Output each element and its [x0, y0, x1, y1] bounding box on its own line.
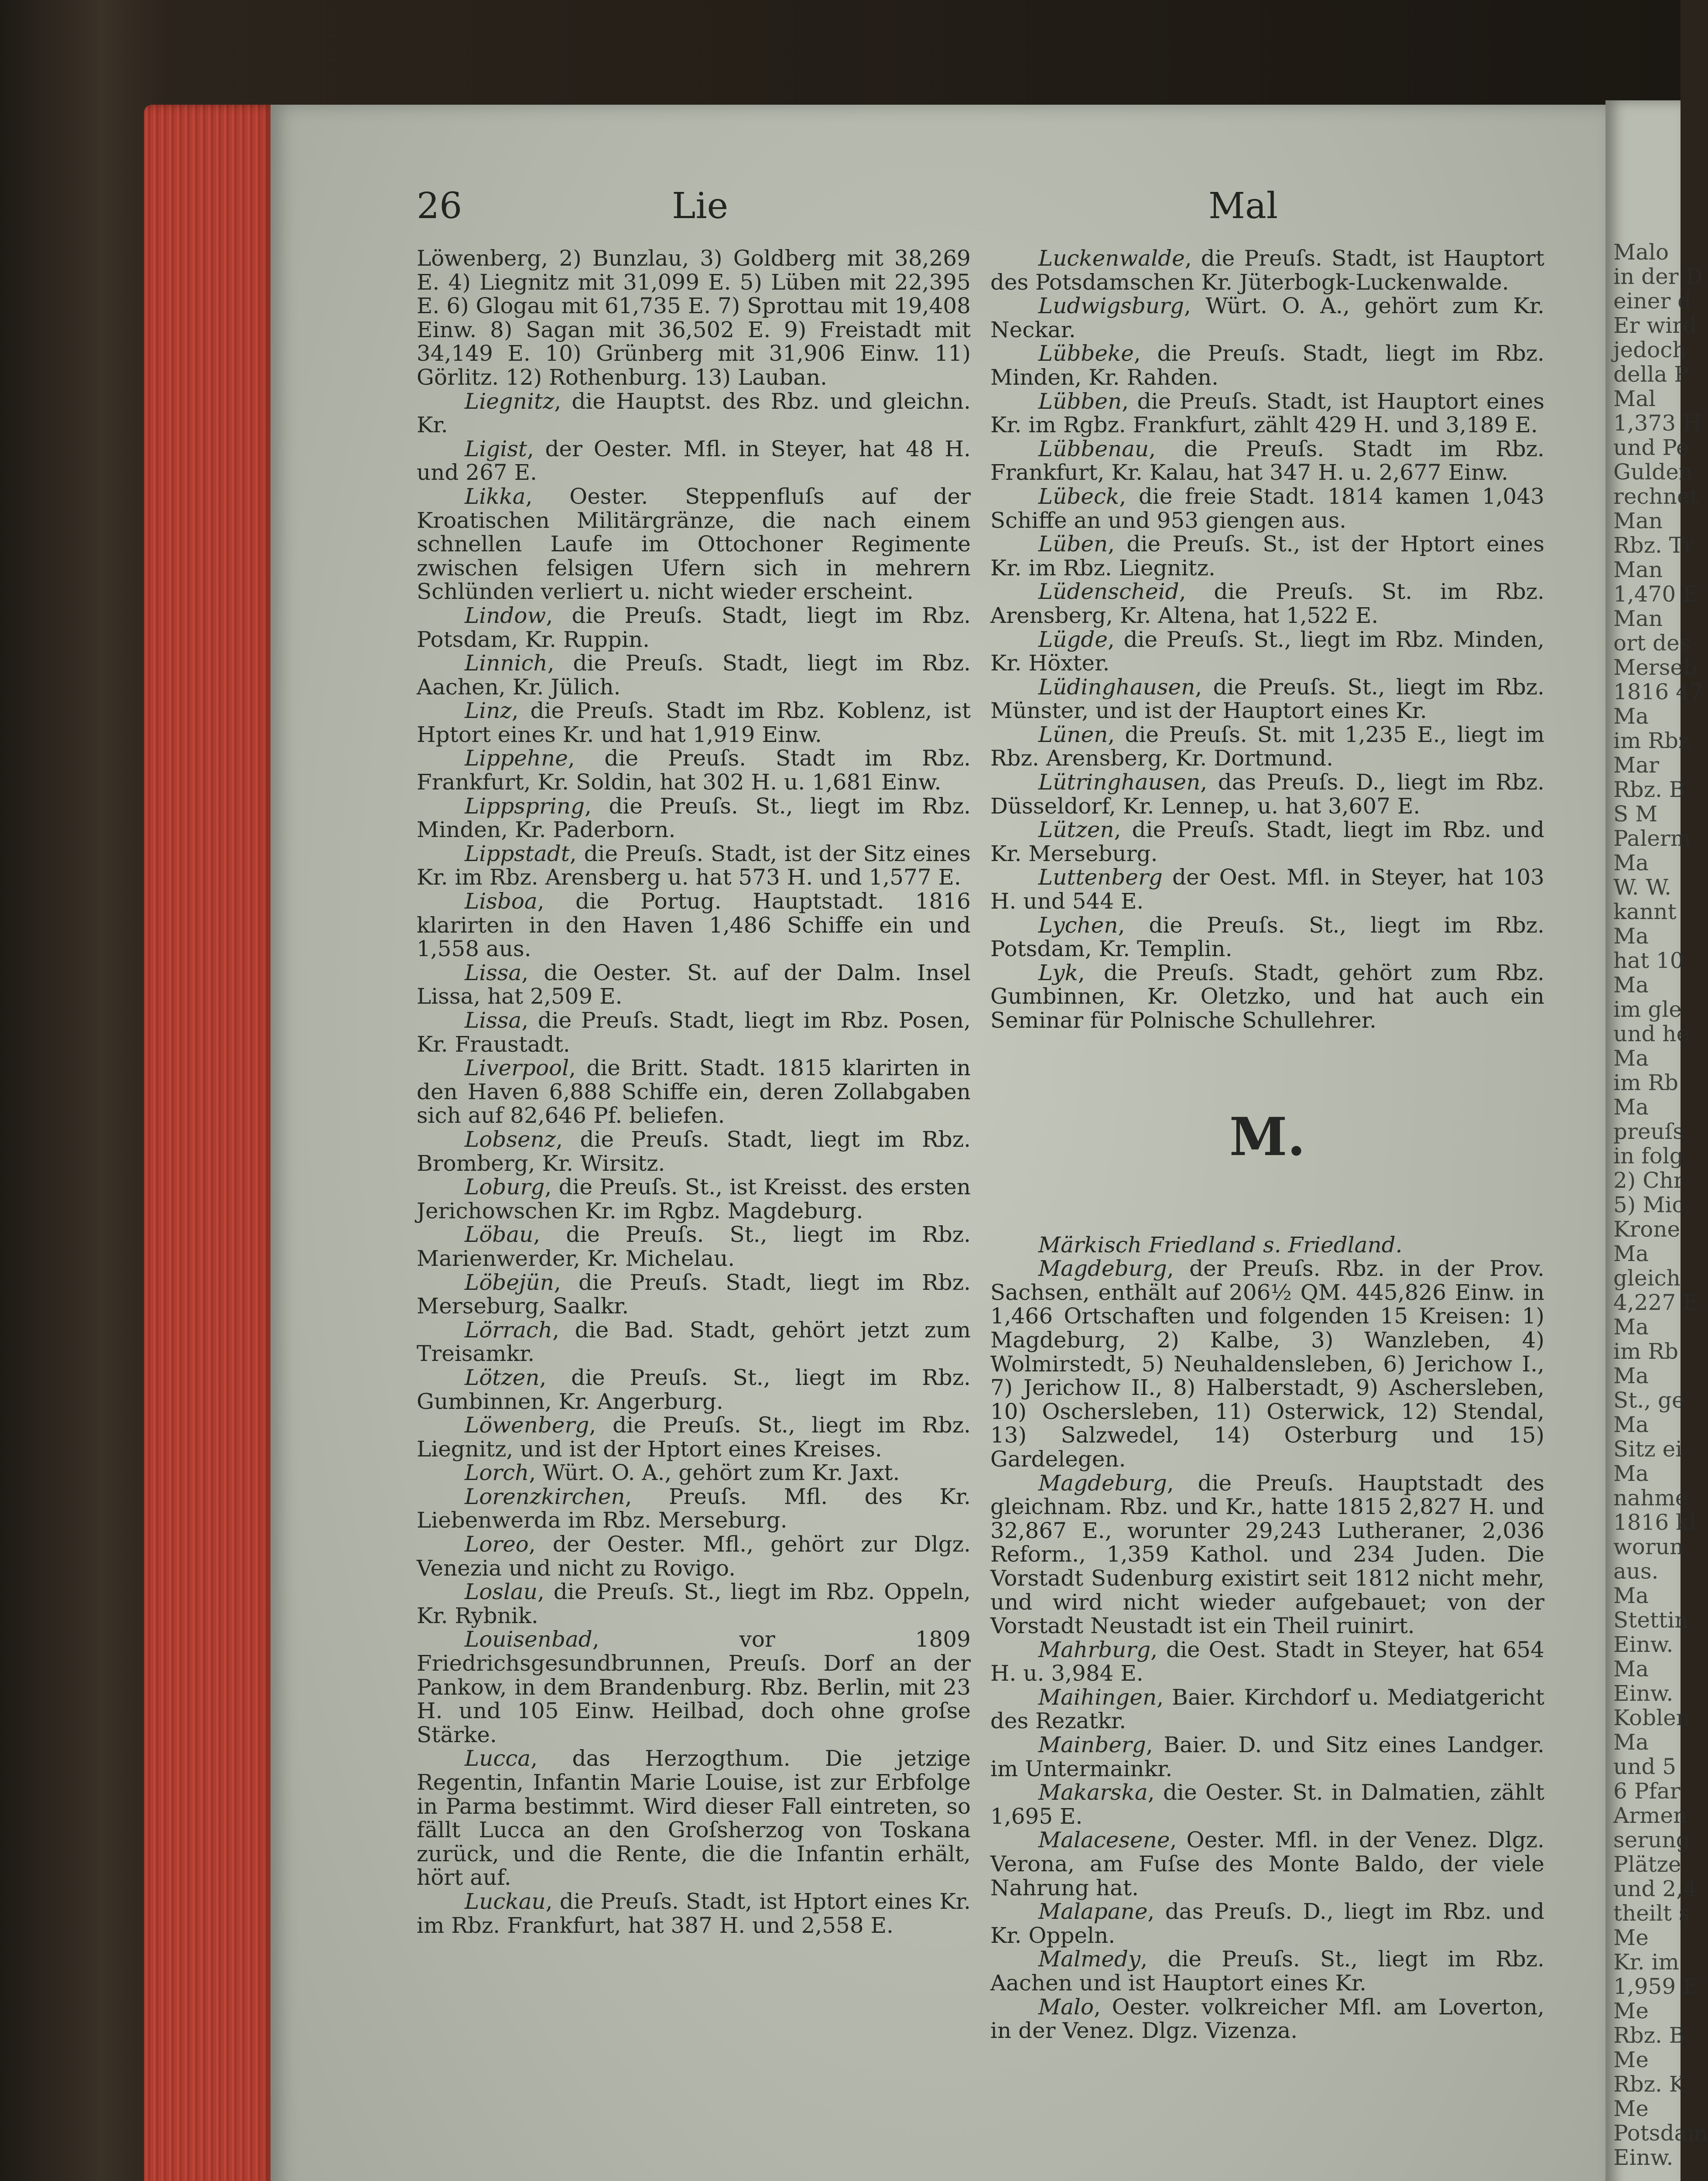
- entry-text: , die Preuſs. St., liegt im Rbz. Minden, Kr. Höxter.: [990, 626, 1544, 676]
- entry-headword: Lübeck: [1038, 483, 1119, 509]
- dictionary-entry: [417, 1271, 971, 1318]
- dictionary-entry: [990, 1471, 1544, 1638]
- right-column-l-entries: [990, 246, 1544, 1032]
- entry-text: , die Britt. Stadt. 1815 klarirten in den Haven 6,888 Schiffe ein, deren Zollabgaben sich auf 82,646 Pf. beliefen.: [417, 1055, 971, 1128]
- entry-text: , die Oest. Stadt in Steyer, hat 654 H. u. 3,984 E.: [990, 1637, 1544, 1686]
- dictionary-entry: [417, 651, 971, 699]
- entry-text: , Baier. Kirchdorf u. Mediatgericht des Rezatkr.: [990, 1684, 1544, 1734]
- entry-text: , vor 1809 Friedrichsgesundbrunnen, Preuſs. Dorf an der Pankow, in dem Brandenburg. Rbz. Berlin, mit 23 H. und 105 Einw. Heilbad, doch ohne groſse Stärke.: [417, 1627, 971, 1747]
- entry-text: , Preuſs. Mfl. des Kr. Liebenwerda im Rbz. Merseburg.: [417, 1484, 971, 1533]
- entry-text: , die Preuſs. St., liegt im Rbz. Gumbinnen, Kr. Angerburg.: [417, 1364, 971, 1414]
- dictionary-entry: [417, 437, 971, 485]
- entry-text: , die Preuſs. Stadt, ist Hauptort eines Kr. im Rgbz. Frankfurt, zählt 429 H. und 3,189 E.: [990, 388, 1544, 438]
- dictionary-entry: [990, 485, 1544, 532]
- entry-text: , die Preuſs. St., ist Kreisst. des ersten Jerichowschen Kr. im Rgbz. Magdeburg.: [417, 1174, 971, 1224]
- entry-headword: Lindow: [465, 602, 546, 628]
- dictionary-entry: [990, 961, 1544, 1032]
- dictionary-entry: [417, 1318, 971, 1366]
- entry-headword: Lyk: [1038, 960, 1078, 985]
- entry-headword: Lippstadt: [465, 841, 570, 866]
- dictionary-entry: [417, 1890, 971, 1937]
- entry-text: , der Preuſs. Rbz. in der Prov. Sachsen, enthält auf 206½ QM. 445,826 Einw. in 1,466 Ortschaften und folgenden 15 Kreisen: 1) Magdeburg, 2) Kalbe, 3) Wanzleben, 4) Wolmirstedt, 5) Neuhaldensleben, 6) Jerichow I., 7) Jerichow II., 8) Halberstadt, 9) Aschersleben, 10) Oschersleben, 11) Osterwick, 12) Stendal, 13) Salzwedel, 14) Osterburg und 15) Gardelegen.: [990, 1256, 1544, 1472]
- entry-headword: Löwenberg: [465, 1412, 589, 1438]
- entry-headword: Löbau: [465, 1222, 534, 1248]
- dictionary-entry: [417, 1366, 971, 1413]
- entry-text: , die Preuſs. Stadt, liegt im Rbz. Merseburg, Saalkr.: [417, 1269, 971, 1319]
- entry-text: , die freie Stadt. 1814 kamen 1,043 Schiffe an und 953 giengen aus.: [990, 483, 1544, 533]
- entry-text: , die Portug. Hauptstadt. 1816 klarirten in den Haven 1,486 Schiffe ein und 1,558 aus.: [417, 889, 971, 962]
- entry-text: , die Preuſs. St., liegt im Rbz. Liegnitz, und ist der Hptort eines Kreises.: [417, 1412, 971, 1462]
- header-left-keyword: Lie: [672, 185, 729, 227]
- entry-headword: Luckenwalde: [1038, 246, 1185, 271]
- entry-text: , die Preuſs. St., liegt im Rbz. Potsdam, Kr. Templin.: [990, 912, 1544, 962]
- entry-headword: Lötzen: [465, 1364, 540, 1390]
- dictionary-entry: [990, 913, 1544, 961]
- book-page-edges: [144, 105, 275, 2181]
- entry-text: , Oester. Mfl. in der Venez. Dlgz. Verona, am Fuſse des Monte Baldo, der viele Nahrung hat.: [990, 1827, 1544, 1901]
- entry-text: , die Preuſs. Hauptstadt des gleichnam. Rbz. und Kr., hatte 1815 2,827 H. und 32,867 E., worunter 29,243 Lutheraner, 2,036 Reform., 1,359 Kathol. und 234 Juden. Die Vorstadt Sudenburg existirt seit 1812 nicht mehr, und wird nicht wieder aufgebauet; von der Vorstadt Neustadt ist ein Theil ruinirt.: [990, 1470, 1544, 1639]
- dictionary-entry: [990, 294, 1544, 342]
- entry-headword: Loreo: [465, 1531, 529, 1557]
- entry-headword: Lübbenau: [1038, 436, 1149, 461]
- entry-headword: Lorenzkirchen: [465, 1484, 625, 1509]
- entry-text: , die Bad. Stadt, gehört jetzt zum Treisamkr.: [417, 1317, 971, 1367]
- dictionary-entry: [417, 1627, 971, 1747]
- dictionary-entry: [417, 699, 971, 746]
- entry-headword: Magdeburg: [1038, 1256, 1167, 1282]
- dictionary-entry: [990, 532, 1544, 580]
- entry-text: , Oester. volkreicher Mfl. am Loverton, in der Venez. Dlgz. Vizenza.: [990, 1994, 1544, 2044]
- entry-text: , der Oester. Mfl., gehört zur Dlgz. Venezia und nicht zu Rovigo.: [417, 1531, 971, 1581]
- entry-text: , die Preuſs. St., ist der Hptort eines Kr. im Rbz. Liegnitz.: [990, 531, 1544, 581]
- dictionary-entry: [417, 485, 971, 604]
- dictionary-entry: [417, 1008, 971, 1056]
- entry-headword: Mahrburg: [1038, 1637, 1151, 1662]
- entry-text: , die Preuſs. St. im Rbz. Arensberg, Kr. Altena, hat 1,522 E.: [990, 579, 1544, 628]
- dictionary-entry: [990, 1733, 1544, 1781]
- dictionary-entry: [417, 1128, 971, 1175]
- entry-headword: Lissa: [465, 960, 522, 985]
- entry-headword: Mainberg: [1038, 1732, 1146, 1758]
- entry-text: , die Preuſs. Stadt, liegt im Rbz. und Kr. Merseburg.: [990, 817, 1544, 866]
- entry-text: , die Preuſs. Stadt, ist Hptort eines Kr. im Rbz. Frankfurt, hat 387 H. und 2,558 E.: [417, 1888, 971, 1938]
- dictionary-entry: [990, 1638, 1544, 1685]
- entry-text: , die Preuſs. Stadt, liegt im Rbz. Aachen, Kr. Jülich.: [417, 650, 971, 700]
- entry-headword: Luttenberg: [1038, 865, 1163, 890]
- entry-text: , die Oester. St. in Dalmatien, zählt 1,695 E.: [990, 1780, 1544, 1829]
- entry-text: , die Preuſs. St., liegt im Rbz. Oppeln, Kr. Rybnik.: [417, 1579, 971, 1628]
- entry-text: , die Hauptst. des Rbz. und gleichn. Kr.: [417, 388, 971, 438]
- dictionary-entry: [417, 1580, 971, 1627]
- book-page: [270, 105, 1605, 2181]
- running-header: [270, 185, 1605, 229]
- entry-headword: Lisboa: [465, 889, 537, 914]
- entry-headword: Lünen: [1038, 721, 1108, 747]
- entry-text: , die Preuſs. St., liegt im Rbz. Münster, und ist der Hauptort eines Kr.: [990, 674, 1544, 724]
- entry-headword: Liverpool: [465, 1055, 569, 1081]
- dictionary-entry: [417, 961, 971, 1008]
- entry-text: , die Preuſs. Stadt, gehört zum Rbz. Gumbinnen, Kr. Oletzko, und hat auch ein Seminar für Polnische Schullehrer.: [990, 960, 1544, 1033]
- entry-headword: Lügde: [1038, 626, 1108, 652]
- entry-text: , die Preuſs. Stadt, liegt im Rbz. Posen, Kr. Fraustadt.: [417, 1008, 971, 1057]
- entry-text: , die Preuſs. St., liegt im Rbz. Minden, Kr. Paderborn.: [417, 793, 971, 843]
- dictionary-entry: [990, 390, 1544, 437]
- dictionary-entry: [417, 1413, 971, 1461]
- dictionary-entry: [990, 628, 1544, 675]
- right-column-m-entries: [990, 1233, 1544, 2043]
- entry-headword: Lobsenz: [465, 1126, 556, 1152]
- entry-text: , das Preuſs. D., liegt im Rbz. Düsseldorf, Kr. Lennep, u. hat 3,607 E.: [990, 769, 1544, 819]
- entry-headword: Lüben: [1038, 531, 1108, 557]
- entry-headword: Maihingen: [1038, 1684, 1157, 1710]
- entry-headword: Lützen: [1038, 817, 1114, 843]
- entry-text: , die Preuſs. St., liegt im Rbz. Marienwerder, Kr. Michelau.: [417, 1222, 971, 1271]
- entry-text: , die Preuſs. Stadt, ist Hauptort des Potsdamschen Kr. Jüterbogk-Luckenwalde.: [990, 246, 1544, 295]
- dictionary-entry: [990, 342, 1544, 389]
- entry-text: , die Preuſs. St. mit 1,235 E., liegt im Rbz. Arensberg, Kr. Dortmund.: [990, 721, 1544, 771]
- dictionary-entry: [417, 246, 971, 390]
- dictionary-entry: [990, 1257, 1544, 1471]
- dictionary-entry: [417, 1223, 971, 1270]
- page-number: 26: [417, 185, 462, 227]
- entry-text: , die Preuſs. Stadt, ist der Sitz eines Kr. im Rbz. Arensberg u. hat 573 H. und 1,577 E.: [417, 841, 971, 890]
- entry-text: Löwenberg, 2) Bunzlau, 3) Goldberg mit 38,269 E. 4) Liegnitz mit 31,099 E. 5) Lüben mit 22,395 E. 6) Glogau mit 61,735 E. 7) Sprottau mit 19,408 Einw. 8) Sagan mit 36,502 E. 9) Freistadt mit 34,149 E. 10) Grünberg mit 31,906 Einw. 11) Görlitz. 12) Rothenburg. 13) Lauban.: [417, 246, 971, 390]
- entry-headword: Louisenbad: [465, 1627, 592, 1652]
- entry-headword: Lörrach: [465, 1317, 553, 1343]
- dictionary-entry: [990, 675, 1544, 723]
- dictionary-entry: [990, 246, 1544, 294]
- dictionary-entry: [417, 1747, 971, 1890]
- entry-text: , die Preuſs. Stadt, liegt im Rbz. Minden, Kr. Rahden.: [990, 341, 1544, 390]
- entry-headword: Luckau: [465, 1888, 546, 1914]
- dictionary-entry: [990, 1995, 1544, 2043]
- left-column: [417, 246, 971, 1937]
- entry-text: , Oester. Steppenfluſs auf der Kroatischen Militärgränze, die nach einem schnellen Laufe im Ottochoner Regimente zwischen felsigen Ufern sich in mehrern Schlünden verliert u. nicht wieder erscheint.: [417, 483, 971, 605]
- entry-text: , die Preuſs. Stadt im Rbz. Frankfurt, Kr. Soldin, hat 302 H. u. 1,681 Einw.: [417, 745, 971, 795]
- entry-text: , die Preuſs. Stadt, liegt im Rbz. Potsdam, Kr. Ruppin.: [417, 602, 971, 652]
- dictionary-entry: [990, 580, 1544, 627]
- entry-text: , die Preuſs. Stadt im Rbz. Koblenz, ist Hptort eines Kr. und hat 1,919 Einw.: [417, 698, 971, 747]
- dictionary-entry: [417, 1175, 971, 1223]
- entry-headword: Ludwigsburg: [1038, 293, 1184, 319]
- dictionary-entry: [990, 1685, 1544, 1733]
- entry-headword: Malmedy: [1038, 1946, 1141, 1972]
- dictionary-entry: [417, 842, 971, 889]
- entry-headword: Lippehne: [465, 745, 568, 771]
- entry-text: , der Oester. Mfl. in Steyer, hat 48 H. und 267 E.: [417, 436, 971, 485]
- entry-headword: Magdeburg: [1038, 1470, 1167, 1496]
- entry-headword: Likka: [465, 483, 526, 509]
- dictionary-entry: [417, 1056, 971, 1128]
- entry-headword: Lissa: [465, 1008, 522, 1033]
- dictionary-entry: [417, 1532, 971, 1580]
- entry-text: , Baier. D. und Sitz eines Landger. im Untermainkr.: [990, 1732, 1544, 1781]
- entry-text: , das Herzogthum. Die jetzige Regentin, Infantin Marie Louise, ist zur Erbfolge in Parma bestimmt. Wird dieser Fall eintreten, so fällt Lucca an den Groſsherzog von Toskana zurück, und die Rente, die die Infantin erhält, hört auf.: [417, 1746, 971, 1890]
- dictionary-entry: [990, 770, 1544, 818]
- header-right-keyword: Mal: [1208, 185, 1278, 227]
- entry-headword: Makarska: [1038, 1780, 1148, 1805]
- entry-headword: Lüdenscheid: [1038, 579, 1179, 605]
- entry-text: , die Preuſs. St., liegt im Rbz. Aachen und ist Hauptort eines Kr.: [990, 1946, 1544, 1996]
- entry-text: , das Preuſs. D., liegt im Rbz. und Kr. Oppeln.: [990, 1899, 1544, 1948]
- right-column: [990, 246, 1544, 2043]
- entry-headword: Liegnitz: [465, 388, 555, 414]
- entry-headword: Malacesene: [1038, 1827, 1170, 1853]
- next-page-text: Malo in der D einer d Er wird jedoch della P Mal 1,373 H und Pe Gulden rechnet Man Rbz. Tr Man 1,470 E Man ort des Merseb 1816 47 Ma im Rbz Mar Rbz. B S M Palerm Ma W. W. kannt Ma hat 10 Ma im gle und he Ma im Rb Ma preuſs in folg 2) Chr 5) Mic Krone Ma gleich 4,227 E Ma im Rb Ma St., ge Ma Sitz ei Ma nahme 1816 kl worun aus. Ma Stettin Einw. Ma Einw. Koblen Ma und 5 6 Pfar Armen serung Plätze und 2,4 theilt s Me Kr. im 1,959 E Me Rbz. B Me Rbz. K Me Potsdam Einw.: [1613, 239, 1708, 2170]
- dictionary-entry: [417, 889, 971, 961]
- dictionary-entry: [417, 1461, 971, 1485]
- dictionary-entry: [990, 818, 1544, 865]
- entry-headword: Malo: [1038, 1994, 1094, 2020]
- next-page-fragment: [1605, 100, 1708, 2181]
- dictionary-entry: [990, 1781, 1544, 1828]
- entry-headword: Ligist: [465, 436, 527, 461]
- dictionary-entry: [417, 746, 971, 794]
- entry-headword: Loburg: [465, 1174, 545, 1200]
- entry-headword: Lübben: [1038, 388, 1122, 414]
- section-letter: M.: [1229, 1106, 1306, 1168]
- entry-headword: Lorch: [465, 1460, 529, 1486]
- dictionary-entry: [417, 604, 971, 651]
- entry-headword: Malapane: [1038, 1899, 1148, 1925]
- entry-headword: Linz: [465, 698, 512, 724]
- entry-headword: Loslau: [465, 1579, 537, 1605]
- entry-headword: Lüdinghausen: [1038, 674, 1195, 700]
- dictionary-entry: [990, 1947, 1544, 1995]
- dictionary-entry: [990, 865, 1544, 913]
- entry-text: , Würt. O. A., gehört zum Kr. Jaxt.: [529, 1460, 900, 1486]
- dictionary-entry: [417, 794, 971, 842]
- entry-text: , die Preuſs. Stadt im Rbz. Frankfurt, Kr. Kalau, hat 347 H. u. 2,677 Einw.: [990, 436, 1544, 485]
- entry-headword: Lübbeke: [1038, 341, 1134, 366]
- dictionary-entry: [990, 1828, 1544, 1900]
- dictionary-entry: [417, 390, 971, 437]
- dictionary-entry: [990, 723, 1544, 770]
- entry-headword: Linnich: [465, 650, 548, 676]
- entry-text: , die Oester. St. auf der Dalm. Insel Lissa, hat 2,509 E.: [417, 960, 971, 1009]
- dictionary-entry: [417, 1485, 971, 1532]
- entry-headword: Lippspring: [465, 793, 585, 819]
- entry-text: , die Preuſs. Stadt, liegt im Rbz. Bromberg, Kr. Wirsitz.: [417, 1126, 971, 1176]
- entry-headword: Löbejün: [465, 1269, 554, 1295]
- dictionary-entry: [990, 1233, 1544, 1257]
- dictionary-entry: [990, 1900, 1544, 1947]
- dictionary-entry: [990, 437, 1544, 485]
- entry-headword: Lütringhausen: [1038, 769, 1201, 795]
- entry-headword: Lucca: [465, 1746, 531, 1771]
- entry-headword: Märkisch Friedland s. Friedland.: [1038, 1232, 1403, 1258]
- entry-text: , Würt. O. A., gehört zum Kr. Neckar.: [990, 293, 1544, 342]
- entry-text: der Oest. Mfl. in Steyer, hat 103 H. und 544 E.: [990, 865, 1544, 914]
- entry-headword: Lychen: [1038, 912, 1118, 938]
